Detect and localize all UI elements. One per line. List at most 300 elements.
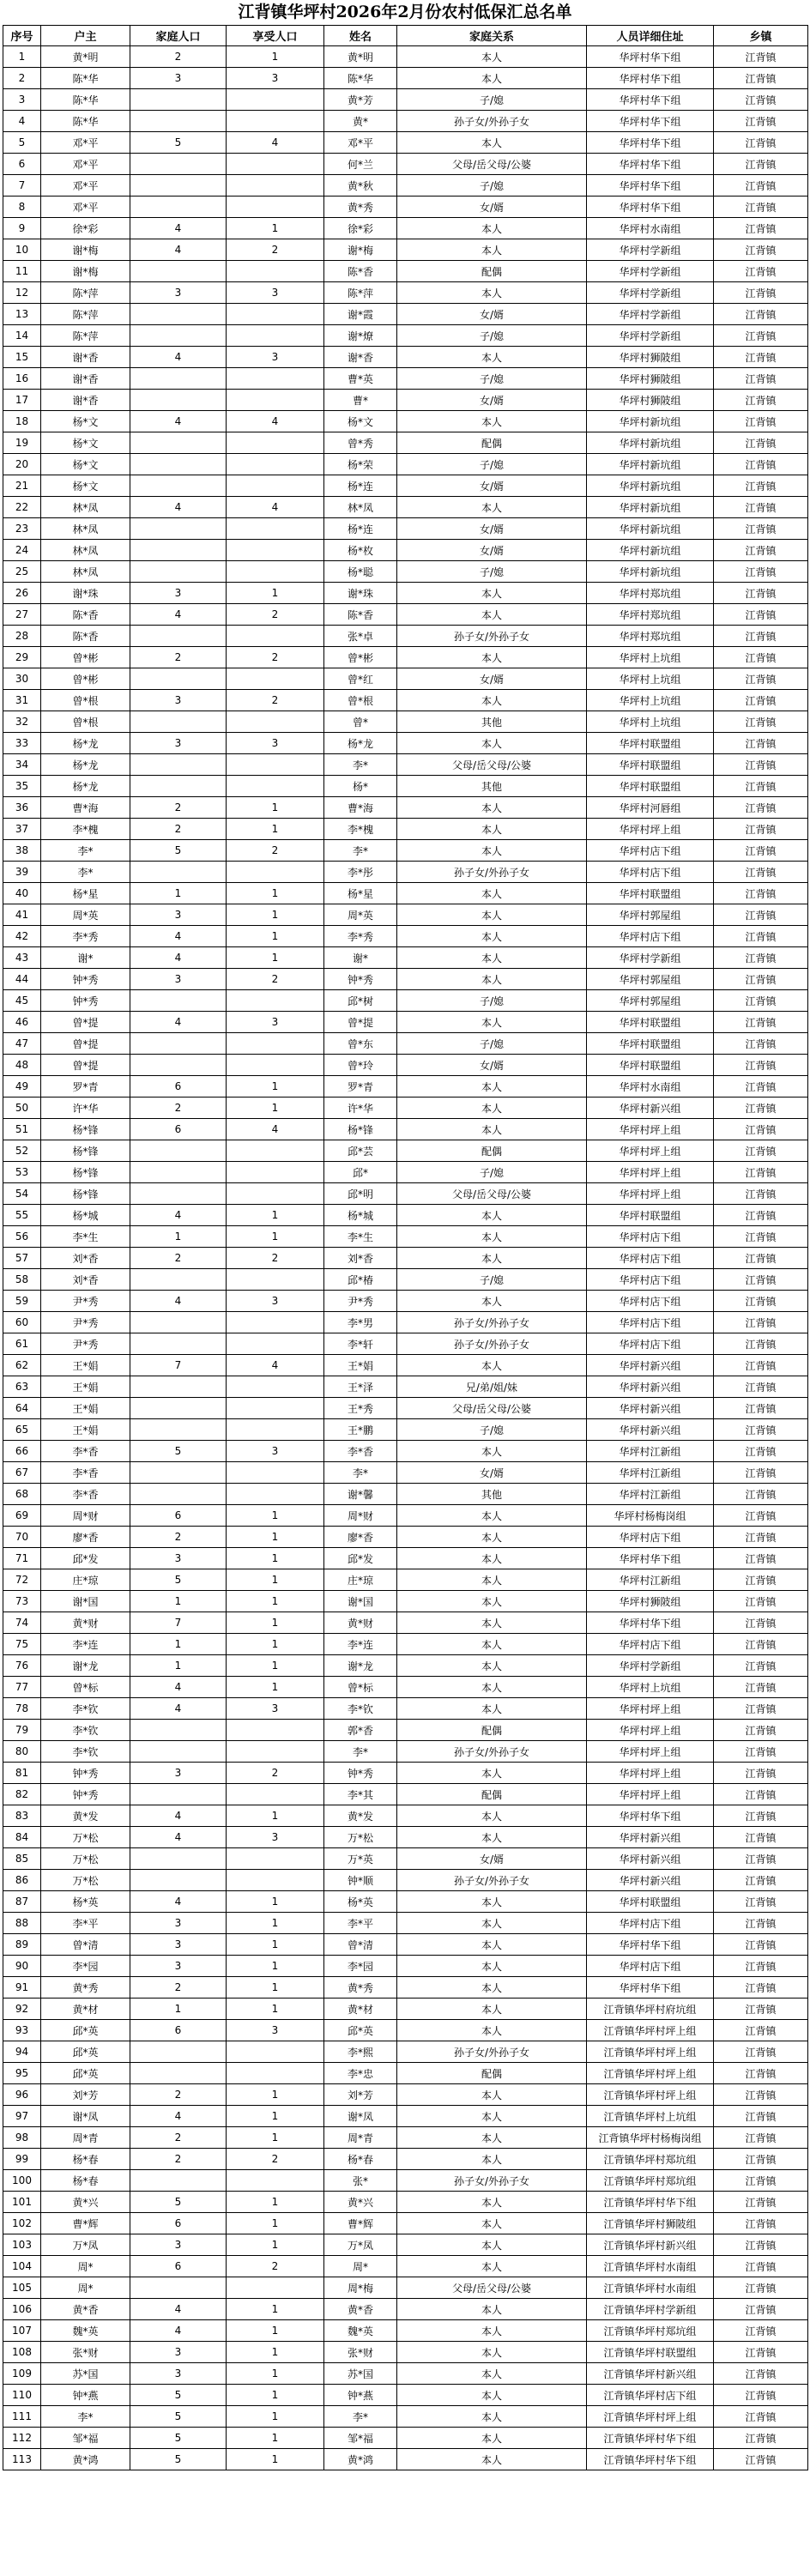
cell-address: 江背镇华坪村华下组 (587, 2192, 714, 2213)
cell-index: 107 (3, 2320, 41, 2342)
table-row (3, 990, 808, 1012)
cell-address: 华坪村新坑组 (587, 561, 714, 583)
cell-beneficiaries: 1 (227, 1226, 324, 1248)
cell-beneficiaries: 1 (227, 1548, 324, 1569)
table-row (3, 1162, 808, 1183)
cell-householder: 黄*明 (41, 46, 130, 68)
cell-name: 郭*香 (324, 1720, 397, 1741)
cell-family-size (130, 990, 227, 1012)
cell-name: 廖*香 (324, 1527, 397, 1548)
cell-township: 江背镇 (714, 1527, 808, 1548)
cell-relation: 本人 (397, 1999, 587, 2020)
cell-relation: 本人 (397, 2342, 587, 2363)
cell-family-size (130, 1055, 227, 1076)
cell-township: 江背镇 (714, 1763, 808, 1784)
cell-township: 江背镇 (714, 1098, 808, 1119)
cell-householder: 魏*英 (41, 2320, 130, 2342)
cell-beneficiaries: 1 (227, 1591, 324, 1612)
cell-township: 江背镇 (714, 197, 808, 218)
cell-township: 江背镇 (714, 497, 808, 518)
cell-relation: 兄/弟/姐/妹 (397, 1376, 587, 1398)
cell-township: 江背镇 (714, 2299, 808, 2320)
cell-householder: 杨*文 (41, 454, 130, 475)
cell-index: 33 (3, 733, 41, 754)
cell-relation: 其他 (397, 1484, 587, 1505)
cell-index: 15 (3, 347, 41, 368)
cell-address: 华坪村坪上组 (587, 1183, 714, 1205)
cell-township: 江背镇 (714, 990, 808, 1012)
cell-beneficiaries (227, 1162, 324, 1183)
table-row (3, 1012, 808, 1033)
cell-beneficiaries (227, 261, 324, 282)
cell-relation: 本人 (397, 797, 587, 819)
cell-householder: 杨*文 (41, 411, 130, 432)
cell-beneficiaries: 3 (227, 1441, 324, 1462)
cell-township: 江背镇 (714, 325, 808, 347)
cell-family-size: 3 (130, 1548, 227, 1569)
cell-family-size (130, 154, 227, 175)
cell-relation: 女/婿 (397, 1462, 587, 1484)
cell-address: 华坪村联盟组 (587, 754, 714, 776)
cell-householder: 林*凤 (41, 497, 130, 518)
cell-township: 江背镇 (714, 2234, 808, 2256)
cell-beneficiaries (227, 1848, 324, 1870)
cell-index: 30 (3, 668, 41, 690)
table-row (3, 2149, 808, 2170)
cell-family-size: 1 (130, 1226, 227, 1248)
cell-beneficiaries: 4 (227, 1355, 324, 1376)
cell-address: 江背镇华坪村新兴组 (587, 2363, 714, 2385)
cell-township: 江背镇 (714, 1870, 808, 1891)
cell-address: 江背镇华坪村坪上组 (587, 2063, 714, 2084)
cell-township: 江背镇 (714, 583, 808, 604)
cell-township: 江背镇 (714, 2406, 808, 2428)
cell-address: 华坪村店下组 (587, 1527, 714, 1548)
cell-name: 邱* (324, 1162, 397, 1183)
cell-township: 江背镇 (714, 1462, 808, 1484)
cell-householder: 刘*芳 (41, 2084, 130, 2106)
cell-township: 江背镇 (714, 432, 808, 454)
table-row (3, 883, 808, 904)
table-row (3, 1248, 808, 1269)
cell-address: 华坪村新坑组 (587, 432, 714, 454)
cell-name: 李*平 (324, 1913, 397, 1934)
cell-beneficiaries (227, 1784, 324, 1805)
cell-township: 江背镇 (714, 776, 808, 797)
cell-index: 3 (3, 89, 41, 111)
cell-township: 江背镇 (714, 1634, 808, 1655)
cell-beneficiaries: 1 (227, 1612, 324, 1634)
cell-index: 23 (3, 518, 41, 540)
cell-family-size: 3 (130, 969, 227, 990)
cell-relation: 本人 (397, 1891, 587, 1913)
cell-address: 华坪村新坑组 (587, 497, 714, 518)
cell-index: 7 (3, 175, 41, 197)
cell-family-size: 4 (130, 347, 227, 368)
cell-beneficiaries (227, 111, 324, 132)
cell-township: 江背镇 (714, 904, 808, 926)
cell-householder: 邓*平 (41, 132, 130, 154)
cell-address: 华坪村新兴组 (587, 1827, 714, 1848)
cell-township: 江背镇 (714, 1612, 808, 1634)
cell-index: 104 (3, 2256, 41, 2277)
cell-index: 82 (3, 1784, 41, 1805)
cell-relation: 本人 (397, 926, 587, 947)
cell-family-size: 7 (130, 1355, 227, 1376)
cell-index: 17 (3, 390, 41, 411)
table-row (3, 2170, 808, 2192)
cell-family-size: 2 (130, 2149, 227, 2170)
cell-address: 华坪村华下组 (587, 197, 714, 218)
cell-relation: 本人 (397, 2299, 587, 2320)
cell-township: 江背镇 (714, 1484, 808, 1505)
cell-family-size: 2 (130, 1527, 227, 1548)
cell-index: 98 (3, 2127, 41, 2149)
cell-address: 华坪村店下组 (587, 1333, 714, 1355)
cell-beneficiaries (227, 1720, 324, 1741)
cell-address: 江背镇华坪村水南组 (587, 2277, 714, 2299)
cell-family-size (130, 1484, 227, 1505)
cell-relation: 本人 (397, 1805, 587, 1827)
cell-householder: 黄*鸿 (41, 2449, 130, 2470)
cell-relation: 本人 (397, 1977, 587, 1999)
cell-relation: 子/媳 (397, 454, 587, 475)
cell-family-size: 4 (130, 1805, 227, 1827)
cell-family-size: 3 (130, 904, 227, 926)
cell-index: 92 (3, 1999, 41, 2020)
cell-township: 江背镇 (714, 1355, 808, 1376)
cell-householder: 钟*秀 (41, 1763, 130, 1784)
cell-address: 华坪村联盟组 (587, 883, 714, 904)
cell-relation: 子/媳 (397, 990, 587, 1012)
cell-address: 华坪村水南组 (587, 1076, 714, 1098)
cell-householder: 徐*彩 (41, 218, 130, 239)
cell-householder: 谢*香 (41, 347, 130, 368)
table-row (3, 2106, 808, 2127)
cell-family-size (130, 304, 227, 325)
cell-name: 张*财 (324, 2342, 397, 2363)
cell-township: 江背镇 (714, 2106, 808, 2127)
cell-family-size: 6 (130, 2020, 227, 2041)
cell-householder: 邱*英 (41, 2063, 130, 2084)
cell-relation: 本人 (397, 1076, 587, 1098)
cell-family-size: 2 (130, 647, 227, 668)
cell-householder: 谢*国 (41, 1591, 130, 1612)
cell-family-size: 2 (130, 797, 227, 819)
cell-householder: 陈*萍 (41, 325, 130, 347)
cell-householder: 尹*秀 (41, 1291, 130, 1312)
cell-beneficiaries: 1 (227, 883, 324, 904)
cell-householder: 谢*凤 (41, 2106, 130, 2127)
cell-householder: 王*娟 (41, 1376, 130, 1398)
cell-householder: 李*香 (41, 1441, 130, 1462)
cell-householder: 周*青 (41, 2127, 130, 2149)
table-row (3, 411, 808, 432)
cell-address: 华坪村店下组 (587, 926, 714, 947)
cell-relation: 孙子女/外孙子女 (397, 1870, 587, 1891)
cell-index: 51 (3, 1119, 41, 1140)
cell-address: 华坪村学新组 (587, 239, 714, 261)
cell-family-size: 6 (130, 1119, 227, 1140)
table-row (3, 2063, 808, 2084)
cell-address: 江背镇华坪村坪上组 (587, 2041, 714, 2063)
cell-index: 74 (3, 1612, 41, 1634)
cell-householder: 黄*兴 (41, 2192, 130, 2213)
cell-family-size (130, 390, 227, 411)
cell-householder: 邱*英 (41, 2041, 130, 2063)
cell-name: 黄*鸿 (324, 2449, 397, 2470)
cell-family-size (130, 261, 227, 282)
cell-index: 38 (3, 840, 41, 862)
cell-family-size: 5 (130, 2428, 227, 2449)
cell-address: 江背镇华坪村联盟组 (587, 2342, 714, 2363)
cell-householder: 周*英 (41, 904, 130, 926)
cell-householder: 陈*香 (41, 604, 130, 626)
cell-name: 杨*连 (324, 518, 397, 540)
cell-beneficiaries: 4 (227, 497, 324, 518)
cell-index: 85 (3, 1848, 41, 1870)
cell-index: 22 (3, 497, 41, 518)
cell-address: 华坪村学新组 (587, 947, 714, 969)
cell-name: 杨*锋 (324, 1119, 397, 1140)
cell-relation: 本人 (397, 2192, 587, 2213)
cell-name: 曹*英 (324, 368, 397, 390)
cell-family-size (130, 325, 227, 347)
cell-name: 杨*文 (324, 411, 397, 432)
cell-index: 102 (3, 2213, 41, 2234)
cell-beneficiaries: 3 (227, 1012, 324, 1033)
cell-relation: 子/媳 (397, 175, 587, 197)
cell-family-size: 3 (130, 2363, 227, 2385)
cell-family-size: 4 (130, 604, 227, 626)
cell-name: 黄*财 (324, 1612, 397, 1634)
cell-township: 江背镇 (714, 2320, 808, 2342)
table-row (3, 2385, 808, 2406)
cell-relation: 本人 (397, 2213, 587, 2234)
table-row (3, 432, 808, 454)
cell-index: 68 (3, 1484, 41, 1505)
cell-name: 徐*彩 (324, 218, 397, 239)
table-row (3, 2041, 808, 2063)
cell-relation: 本人 (397, 1441, 587, 1462)
cell-householder: 廖*香 (41, 1527, 130, 1548)
cell-index: 6 (3, 154, 41, 175)
cell-householder: 黄*发 (41, 1805, 130, 1827)
cell-index: 97 (3, 2106, 41, 2127)
cell-beneficiaries: 1 (227, 1205, 324, 1226)
cell-beneficiaries: 1 (227, 926, 324, 947)
cell-index: 28 (3, 626, 41, 647)
cell-relation: 女/婿 (397, 668, 587, 690)
table-row (3, 46, 808, 68)
cell-family-size: 2 (130, 2084, 227, 2106)
cell-family-size: 4 (130, 1291, 227, 1312)
table-row (3, 1698, 808, 1720)
cell-relation: 子/媳 (397, 368, 587, 390)
cell-name: 曹*海 (324, 797, 397, 819)
cell-name: 万*凤 (324, 2234, 397, 2256)
table-row (3, 68, 808, 89)
cell-householder: 尹*秀 (41, 1333, 130, 1355)
cell-beneficiaries: 3 (227, 68, 324, 89)
cell-beneficiaries: 1 (227, 218, 324, 239)
cell-beneficiaries: 3 (227, 347, 324, 368)
cell-name: 王*泽 (324, 1376, 397, 1398)
cell-family-size (130, 668, 227, 690)
cell-address: 华坪村华下组 (587, 1934, 714, 1956)
table-row (3, 540, 808, 561)
cell-householder: 曾*标 (41, 1677, 130, 1698)
cell-householder: 王*娟 (41, 1398, 130, 1419)
cell-relation: 女/婿 (397, 540, 587, 561)
cell-township: 江背镇 (714, 2020, 808, 2041)
cell-name: 杨*枚 (324, 540, 397, 561)
cell-relation: 本人 (397, 1248, 587, 1269)
table-row (3, 754, 808, 776)
cell-name: 黄*明 (324, 46, 397, 68)
table-row (3, 1569, 808, 1591)
table-row (3, 626, 808, 647)
cell-relation: 本人 (397, 969, 587, 990)
cell-relation: 本人 (397, 1677, 587, 1698)
table-row (3, 1977, 808, 1999)
table-row (3, 1763, 808, 1784)
cell-township: 江背镇 (714, 304, 808, 325)
table-row (3, 239, 808, 261)
cell-index: 4 (3, 111, 41, 132)
cell-township: 江背镇 (714, 1784, 808, 1805)
cell-relation: 本人 (397, 2428, 587, 2449)
cell-householder: 陈*华 (41, 111, 130, 132)
cell-index: 72 (3, 1569, 41, 1591)
cell-index: 10 (3, 239, 41, 261)
cell-beneficiaries (227, 1183, 324, 1205)
cell-householder: 李* (41, 862, 130, 883)
cell-index: 69 (3, 1505, 41, 1527)
cell-index: 42 (3, 926, 41, 947)
cell-family-size (130, 1333, 227, 1355)
cell-householder: 黄*秀 (41, 1977, 130, 1999)
cell-beneficiaries (227, 454, 324, 475)
cell-index: 16 (3, 368, 41, 390)
cell-index: 100 (3, 2170, 41, 2192)
table-row (3, 1956, 808, 1977)
cell-family-size: 5 (130, 840, 227, 862)
cell-name: 杨*春 (324, 2149, 397, 2170)
cell-name: 钟*秀 (324, 969, 397, 990)
cell-relation: 本人 (397, 1634, 587, 1655)
table-row (3, 647, 808, 668)
cell-township: 江背镇 (714, 2127, 808, 2149)
cell-relation: 本人 (397, 1355, 587, 1376)
cell-relation: 本人 (397, 2256, 587, 2277)
cell-householder: 王*娟 (41, 1355, 130, 1376)
cell-address: 华坪村江新组 (587, 1484, 714, 1505)
cell-family-size: 1 (130, 1591, 227, 1612)
table-row (3, 1205, 808, 1226)
cell-householder: 万*松 (41, 1827, 130, 1848)
cell-address: 华坪村华下组 (587, 46, 714, 68)
cell-relation: 子/媳 (397, 89, 587, 111)
cell-family-size (130, 626, 227, 647)
cell-address: 江背镇华坪村水南组 (587, 2256, 714, 2277)
cell-index: 36 (3, 797, 41, 819)
cell-address: 华坪村新兴组 (587, 1398, 714, 1419)
cell-householder: 杨*龙 (41, 776, 130, 797)
cell-householder: 邱*发 (41, 1548, 130, 1569)
cell-relation: 配偶 (397, 1784, 587, 1805)
cell-address: 江背镇华坪村郑坑组 (587, 2170, 714, 2192)
cell-family-size: 1 (130, 1634, 227, 1655)
cell-township: 江背镇 (714, 604, 808, 626)
cell-householder: 黄*香 (41, 2299, 130, 2320)
cell-householder: 陈*萍 (41, 304, 130, 325)
cell-relation: 孙子女/外孙子女 (397, 2041, 587, 2063)
cell-index: 50 (3, 1098, 41, 1119)
cell-index: 21 (3, 475, 41, 497)
cell-beneficiaries (227, 475, 324, 497)
cell-name: 李*钦 (324, 1698, 397, 1720)
cell-family-size (130, 1784, 227, 1805)
cell-relation: 本人 (397, 583, 587, 604)
cell-name: 邱*明 (324, 1183, 397, 1205)
header-householder: 户主 (41, 26, 130, 46)
cell-index: 96 (3, 2084, 41, 2106)
cell-township: 江背镇 (714, 1591, 808, 1612)
cell-householder: 曾*提 (41, 1012, 130, 1033)
cell-householder: 谢*龙 (41, 1655, 130, 1677)
cell-address: 华坪村坪上组 (587, 1140, 714, 1162)
table-row (3, 518, 808, 540)
cell-householder: 钟*秀 (41, 990, 130, 1012)
cell-beneficiaries: 1 (227, 1569, 324, 1591)
cell-name: 王*秀 (324, 1398, 397, 1419)
cell-name: 邱*发 (324, 1548, 397, 1569)
header-address: 人员详细住址 (587, 26, 714, 46)
cell-address: 华坪村学新组 (587, 304, 714, 325)
cell-index: 54 (3, 1183, 41, 1205)
cell-township: 江背镇 (714, 154, 808, 175)
cell-beneficiaries (227, 1484, 324, 1505)
header-township: 乡镇 (714, 26, 808, 46)
table-row (3, 347, 808, 368)
cell-beneficiaries (227, 990, 324, 1012)
cell-name: 陈*萍 (324, 282, 397, 304)
header-index: 序号 (3, 26, 41, 46)
cell-relation: 女/婿 (397, 304, 587, 325)
cell-householder: 邓*平 (41, 154, 130, 175)
table-row (3, 325, 808, 347)
cell-relation: 子/媳 (397, 1419, 587, 1441)
header-name: 姓名 (324, 26, 397, 46)
cell-address: 华坪村坪上组 (587, 1720, 714, 1741)
cell-beneficiaries: 2 (227, 647, 324, 668)
cell-family-size: 4 (130, 1677, 227, 1698)
cell-relation: 本人 (397, 819, 587, 840)
allowance-table (3, 25, 808, 2470)
cell-relation: 子/媳 (397, 1033, 587, 1055)
cell-householder: 杨*英 (41, 1891, 130, 1913)
cell-township: 江背镇 (714, 733, 808, 754)
cell-index: 57 (3, 1248, 41, 1269)
cell-index: 26 (3, 583, 41, 604)
cell-name: 尹*秀 (324, 1291, 397, 1312)
cell-householder: 李*平 (41, 1913, 130, 1934)
cell-name: 陈*华 (324, 68, 397, 89)
cell-name: 曹*辉 (324, 2213, 397, 2234)
cell-name: 邱*树 (324, 990, 397, 1012)
cell-township: 江背镇 (714, 561, 808, 583)
